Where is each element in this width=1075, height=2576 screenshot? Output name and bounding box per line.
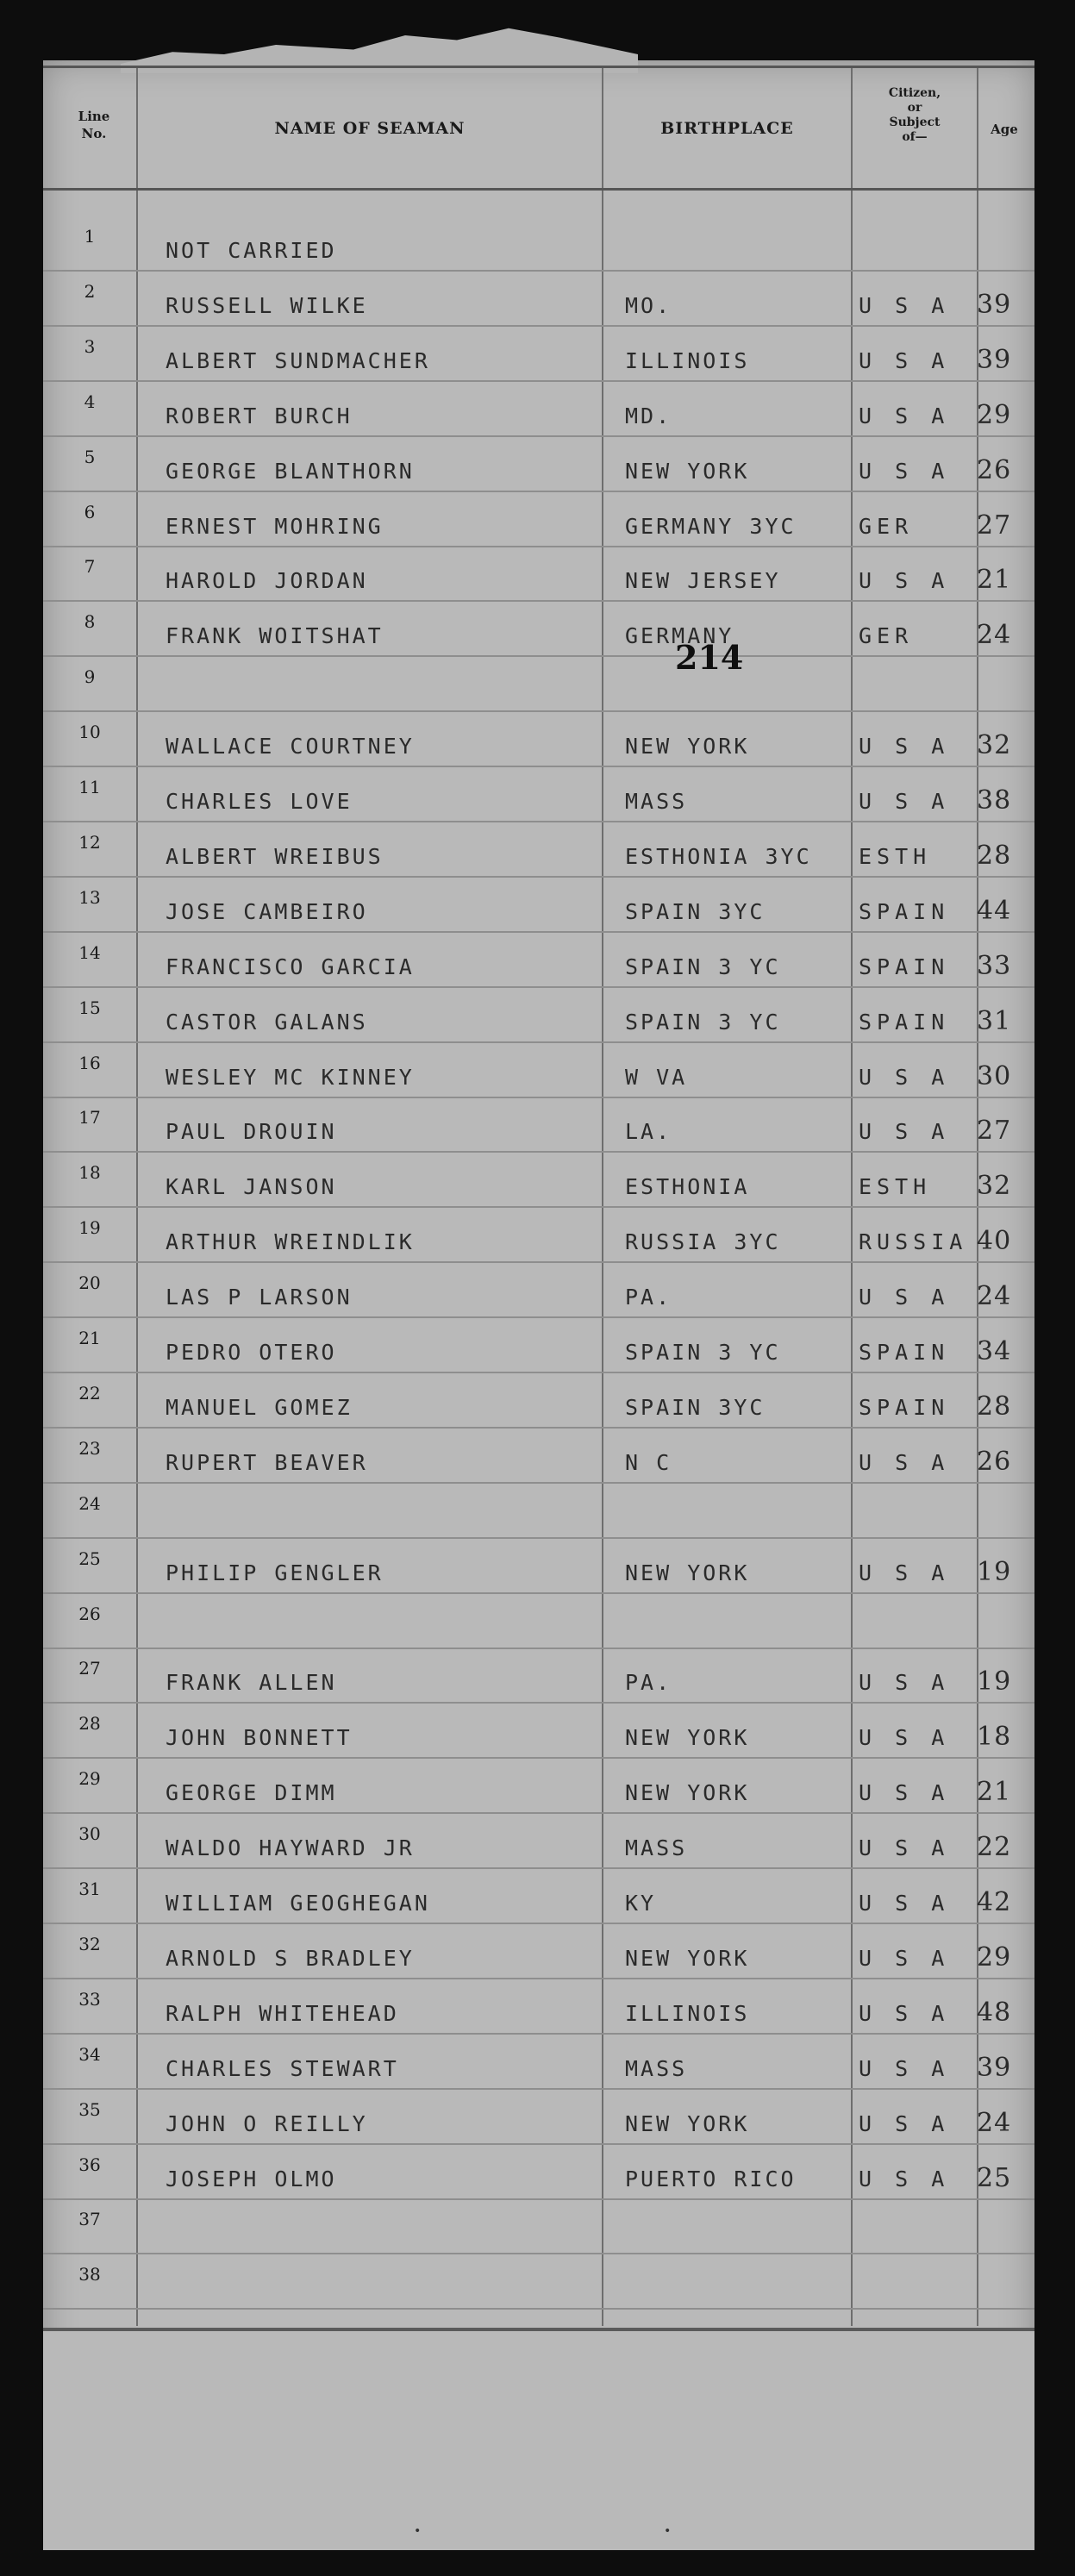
seaman-name: JOHN BONNETT (166, 1725, 353, 1750)
citizenship: U S A (859, 1835, 950, 1860)
age: 39 (977, 345, 1012, 375)
age: 42 (977, 1887, 1012, 1917)
line-number: 22 (78, 1383, 101, 1404)
citizenship: U S A (859, 1946, 950, 1971)
age: 30 (977, 1061, 1012, 1091)
table-row (43, 493, 1034, 547)
age: 22 (977, 1832, 1012, 1862)
seaman-name: CASTOR GALANS (166, 1010, 368, 1035)
age: 21 (977, 1777, 1012, 1807)
birthplace: ESTHONIA 3YC (625, 844, 812, 869)
citizenship: SPAIN (859, 1010, 950, 1035)
citizenship: ESTH (859, 844, 932, 869)
age: 28 (977, 1391, 1012, 1422)
table-row (43, 1815, 1034, 1869)
table-row (43, 658, 1034, 712)
age: 48 (977, 1998, 1012, 2028)
birthplace: ILLINOIS (625, 348, 750, 373)
table-row (43, 934, 1034, 988)
citizenship: U S A (859, 1065, 950, 1090)
birthplace: MASS (625, 789, 688, 814)
table-row (43, 1760, 1034, 1814)
table-row (43, 1485, 1034, 1539)
table-row (43, 217, 1034, 272)
seaman-name: ALBERT WREIBUS (166, 844, 384, 869)
table-row (43, 2146, 1034, 2200)
header-line-no: Line No. (78, 109, 110, 141)
line-number: 11 (78, 777, 101, 797)
line-number: 35 (78, 2099, 101, 2120)
citizenship: U S A (859, 403, 950, 428)
birthplace: NEW YORK (625, 1780, 750, 1805)
seaman-name: NOT CARRIED (166, 238, 337, 263)
line-number: 23 (78, 1438, 101, 1459)
table-row (43, 1925, 1034, 1979)
table-row (43, 1098, 1034, 1153)
seaman-name: CHARLES LOVE (166, 789, 353, 814)
age: 19 (977, 1666, 1012, 1697)
age: 24 (977, 620, 1012, 650)
punch-mark: • (664, 2524, 672, 2538)
birthplace: NEW YORK (625, 459, 750, 484)
line-number: 9 (84, 666, 96, 687)
table-row (43, 1429, 1034, 1484)
seaman-name: RUSSELL WILKE (166, 293, 368, 318)
age: 24 (977, 1281, 1012, 1311)
line-number: 24 (78, 1493, 101, 1514)
table-row (43, 1980, 1034, 2035)
line-number: 25 (78, 1548, 101, 1569)
seaman-name: WILLIAM GEOGHEGAN (166, 1891, 430, 1916)
seaman-name: MANUEL GOMEZ (166, 1395, 353, 1420)
birthplace: KY (625, 1891, 657, 1916)
line-number: 34 (78, 2044, 101, 2065)
line-number: 18 (78, 1162, 101, 1183)
birthplace: GERMANY 3YC (625, 514, 797, 539)
citizenship: U S A (859, 1725, 950, 1750)
age: 33 (977, 951, 1012, 981)
age: 26 (977, 455, 1012, 485)
seaman-name: PHILIP GENGLER (166, 1560, 384, 1585)
line-number: 14 (78, 942, 101, 963)
birthplace: LA. (625, 1119, 672, 1144)
birthplace: W VA (625, 1065, 688, 1090)
table-row (43, 1870, 1034, 1924)
citizenship: U S A (859, 1119, 950, 1144)
header-birthplace: BIRTHPLACE (660, 119, 794, 138)
seaman-name: PEDRO OTERO (166, 1340, 337, 1365)
table-row (43, 989, 1034, 1043)
table-row (43, 1540, 1034, 1594)
birthplace: GERMANY (625, 623, 734, 648)
line-number: 36 (78, 2154, 101, 2175)
table-row (43, 1044, 1034, 1098)
birthplace: MO. (625, 293, 672, 318)
line-number: 8 (84, 611, 96, 632)
birthplace: MASS (625, 1835, 688, 1860)
birthplace: NEW YORK (625, 1725, 750, 1750)
line-number: 7 (84, 556, 96, 577)
age: 24 (977, 2108, 1012, 2138)
birthplace: N C (625, 1450, 672, 1475)
table-row (43, 2091, 1034, 2145)
age: 21 (977, 565, 1012, 595)
citizenship: U S A (859, 2056, 950, 2081)
table-row (43, 1319, 1034, 1373)
line-number: 12 (78, 832, 101, 853)
header-citizen: Citizen, or Subject of— (888, 86, 941, 144)
line-number: 16 (78, 1053, 101, 1073)
age: 29 (977, 1942, 1012, 1973)
line-number: 37 (78, 2209, 101, 2229)
age: 29 (977, 400, 1012, 430)
seaman-name: LAS P LARSON (166, 1285, 353, 1310)
citizenship: U S A (859, 789, 950, 814)
citizenship: U S A (859, 1560, 950, 1585)
table-row (43, 1704, 1034, 1759)
birthplace: NEW YORK (625, 2111, 750, 2136)
line-number: 33 (78, 1989, 101, 2010)
table-row (43, 1649, 1034, 1704)
line-number: 32 (78, 1934, 101, 1954)
citizenship: U S A (859, 568, 950, 593)
seaman-name: KARL JANSON (166, 1174, 337, 1199)
citizenship: U S A (859, 293, 950, 318)
citizenship: GER (859, 514, 914, 539)
citizenship: U S A (859, 348, 950, 373)
birthplace: NEW YORK (625, 1560, 750, 1585)
table-row (43, 2200, 1034, 2254)
age: 40 (977, 1226, 1012, 1256)
birthplace: MD. (625, 403, 672, 428)
age: 32 (977, 1171, 1012, 1201)
age: 28 (977, 841, 1012, 871)
seaman-name: FRANK WOITSHAT (166, 623, 384, 648)
table-row (43, 603, 1034, 657)
seaman-name: GEORGE DIMM (166, 1780, 337, 1805)
header-top-rule (43, 66, 1034, 68)
birthplace: SPAIN 3 YC (625, 1010, 781, 1035)
birthplace: PUERTO RICO (625, 2166, 797, 2191)
seaman-name: WALLACE COURTNEY (166, 734, 415, 759)
citizenship: SPAIN (859, 954, 950, 979)
line-number: 5 (84, 447, 96, 467)
line-number: 10 (78, 722, 101, 742)
age: 27 (977, 510, 1012, 541)
line-number: 28 (78, 1713, 101, 1734)
line-number: 30 (78, 1823, 101, 1844)
citizenship: U S A (859, 1891, 950, 1916)
birthplace: ESTHONIA (625, 1174, 750, 1199)
citizenship: U S A (859, 1450, 950, 1475)
seaman-name: JOSEPH OLMO (166, 2166, 337, 2191)
citizenship: U S A (859, 2111, 950, 2136)
citizenship: U S A (859, 459, 950, 484)
citizenship: GER (859, 623, 914, 648)
seaman-name: ARNOLD S BRADLEY (166, 1946, 415, 1971)
age: 26 (977, 1447, 1012, 1477)
birthplace: PA. (625, 1670, 672, 1695)
stamp-number: 214 (675, 638, 744, 677)
citizenship: SPAIN (859, 1395, 950, 1420)
table-row (43, 383, 1034, 437)
seaman-name: JOHN O REILLY (166, 2111, 368, 2136)
table-row (43, 2035, 1034, 2090)
line-number: 4 (84, 391, 96, 412)
birthplace: NEW JERSEY (625, 568, 781, 593)
seaman-name: JOSE CAMBEIRO (166, 899, 368, 924)
citizenship: ESTH (859, 1174, 932, 1199)
age: 39 (977, 2053, 1012, 2083)
age: 31 (977, 1006, 1012, 1036)
birthplace: NEW YORK (625, 734, 750, 759)
seaman-name: WESLEY MC KINNEY (166, 1065, 415, 1090)
table-row (43, 1374, 1034, 1429)
seaman-name: RALPH WHITEHEAD (166, 2001, 399, 2026)
birthplace: SPAIN 3 YC (625, 1340, 781, 1365)
citizenship: U S A (859, 734, 950, 759)
age: 18 (977, 1722, 1012, 1752)
table-row (43, 547, 1034, 602)
table-row (43, 878, 1034, 933)
seaman-name: GEORGE BLANTHORN (166, 459, 415, 484)
table-row (43, 713, 1034, 767)
punch-mark: • (414, 2524, 422, 2538)
citizenship: SPAIN (859, 899, 950, 924)
line-number: 17 (78, 1107, 101, 1128)
birthplace: NEW YORK (625, 1946, 750, 1971)
line-number: 21 (78, 1328, 101, 1348)
table-row (43, 768, 1034, 822)
line-number: 2 (84, 281, 96, 302)
table-row (43, 1264, 1034, 1318)
birthplace: SPAIN 3YC (625, 899, 766, 924)
age: 27 (977, 1116, 1012, 1146)
age: 32 (977, 730, 1012, 760)
seaman-name: FRANK ALLEN (166, 1670, 337, 1695)
line-number: 1 (84, 226, 96, 247)
citizenship: U S A (859, 1670, 950, 1695)
seaman-name: ALBERT SUNDMACHER (166, 348, 430, 373)
seaman-name: ERNEST MOHRING (166, 514, 384, 539)
table-row (43, 272, 1034, 327)
citizenship: U S A (859, 1285, 950, 1310)
birthplace: PA. (625, 1285, 672, 1310)
footer-area (43, 2328, 1034, 2550)
header-bottom-rule (43, 188, 1034, 191)
seaman-name: RUPERT BEAVER (166, 1450, 368, 1475)
table-row (43, 1209, 1034, 1263)
line-number: 15 (78, 997, 101, 1018)
line-number: 31 (78, 1879, 101, 1899)
seaman-name: CHARLES STEWART (166, 2056, 399, 2081)
seaman-name: PAUL DROUIN (166, 1119, 337, 1144)
birthplace: MASS (625, 2056, 688, 2081)
birthplace: SPAIN 3 YC (625, 954, 781, 979)
citizenship: SPAIN (859, 1340, 950, 1365)
table-row (43, 1154, 1034, 1208)
age: 34 (977, 1336, 1012, 1366)
line-number: 19 (78, 1217, 101, 1238)
header-age: Age (991, 122, 1018, 137)
line-number: 6 (84, 502, 96, 522)
table-row (43, 328, 1034, 382)
birthplace: RUSSIA 3YC (625, 1229, 781, 1254)
line-number: 26 (78, 1604, 101, 1624)
table-row (43, 823, 1034, 878)
citizenship: U S A (859, 1780, 950, 1805)
seaman-name: FRANCISCO GARCIA (166, 954, 415, 979)
seaman-name: ARTHUR WREINDLIK (166, 1229, 415, 1254)
line-number: 29 (78, 1768, 101, 1789)
age: 38 (977, 785, 1012, 816)
seaman-name: WALDO HAYWARD JR (166, 1835, 415, 1860)
birthplace: SPAIN 3YC (625, 1395, 766, 1420)
table-row (43, 2255, 1034, 2310)
birthplace: ILLINOIS (625, 2001, 750, 2026)
line-number: 3 (84, 336, 96, 357)
age: 39 (977, 290, 1012, 320)
line-number: 27 (78, 1658, 101, 1679)
seaman-name: ROBERT BURCH (166, 403, 353, 428)
citizenship: U S A (859, 2166, 950, 2191)
age: 19 (977, 1557, 1012, 1587)
line-number: 13 (78, 887, 101, 908)
header-name-of-seaman: NAME OF SEAMAN (274, 119, 466, 138)
citizenship: U S A (859, 2001, 950, 2026)
table-row (43, 1595, 1034, 1649)
seaman-name: HAROLD JORDAN (166, 568, 368, 593)
age: 44 (977, 896, 1012, 926)
age: 25 (977, 2163, 1012, 2193)
line-number: 20 (78, 1272, 101, 1293)
table-row (43, 438, 1034, 492)
citizenship: RUSSIA (859, 1229, 968, 1254)
line-number: 38 (78, 2264, 101, 2285)
